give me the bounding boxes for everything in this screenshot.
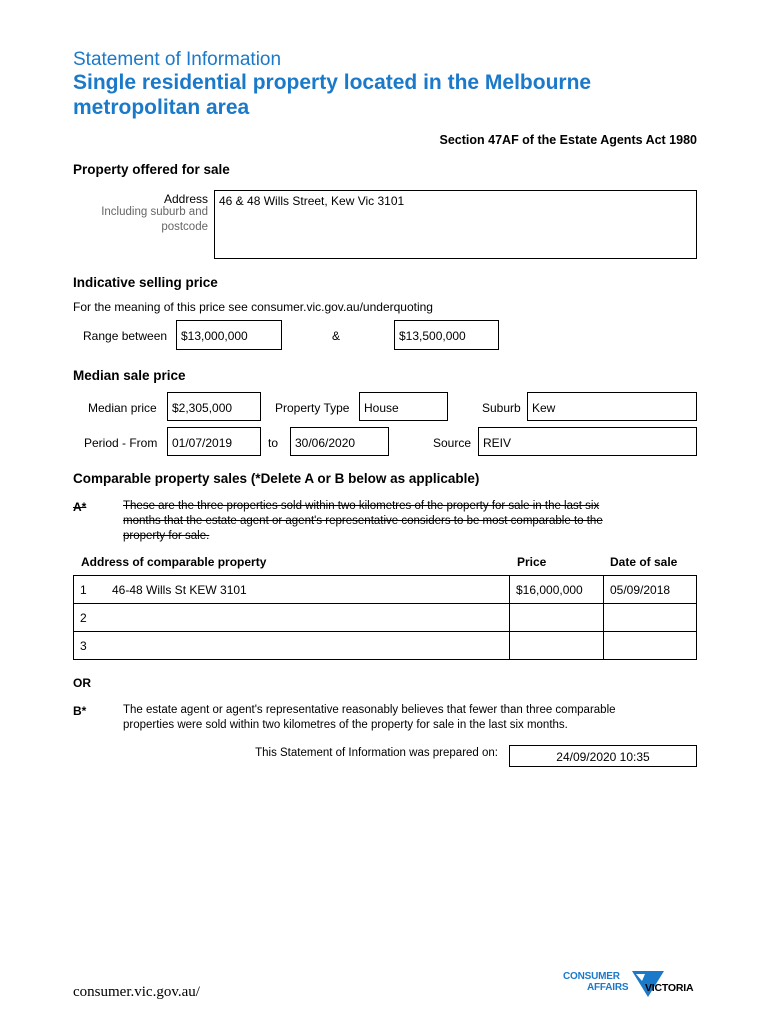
indicative-note: For the meaning of this price see consumer.vic.gov.au/underquoting [73,300,433,314]
address-label: Address [163,192,208,206]
option-a-text-2: months that the estate agent or agent's representative considers to be most comparable to the [123,515,603,527]
option-a-marker: A* [73,500,87,514]
logo-text-affairs: AFFAIRS [587,982,629,993]
col-price-header: Price [517,555,547,569]
range-high-field[interactable]: $13,500,000 [394,320,499,350]
row-price[interactable]: $16,000,000 [510,576,604,604]
row-price[interactable] [510,632,604,660]
property-type-label: Property Type [275,401,350,415]
address-field[interactable]: 46 & 48 Wills Street, Kew Vic 3101 [214,190,697,259]
doc-title-line1: Single residential property located in the Melbourne [73,71,592,94]
address-sublabel-2: postcode [161,221,208,233]
comparable-heading: Comparable property sales (*Delete A or B below as applicable) [73,471,480,486]
prepared-label: This Statement of Information was prepared on: [255,747,498,759]
row-date[interactable] [604,604,697,632]
property-heading: Property offered for sale [73,162,230,177]
row-price[interactable] [510,604,604,632]
period-from-label: Period - From [84,436,158,450]
or-label: OR [73,676,91,690]
row-address-cell[interactable] [74,632,510,660]
option-b-text-1: The estate agent or agent's representative reasonably believes that fewer than three comparable [123,704,616,716]
comparable-table [73,575,697,660]
range-low-field[interactable]: $13,000,000 [176,320,282,350]
source-field[interactable]: REIV [478,427,697,456]
prepared-date-field[interactable]: 24/09/2020 10:35 [509,745,697,767]
section-reference: Section 47AF of the Estate Agents Act 1980 [439,133,697,147]
property-type-field[interactable]: House [359,392,448,421]
indicative-heading: Indicative selling price [73,275,218,290]
table-row [74,604,697,632]
option-a-text-3: property for sale. [123,530,210,542]
doc-title-line2: metropolitan area [73,96,250,119]
logo-text-victoria: VICTORIA [645,982,694,994]
period-to-field[interactable]: 30/06/2020 [290,427,389,456]
row-date[interactable] [604,632,697,660]
col-address-header: Address of comparable property [81,555,267,569]
period-to-label: to [268,436,279,450]
row-number: 1 [80,582,87,597]
row-number: 2 [80,610,87,625]
logo-text-consumer: CONSUMER [563,971,620,982]
table-row [74,576,697,604]
row-date[interactable]: 05/09/2018 [604,576,697,604]
suburb-label: Suburb [482,401,521,415]
row-number: 3 [80,638,87,653]
period-from-field[interactable]: 01/07/2019 [167,427,261,456]
col-date-header: Date of sale [610,555,678,569]
source-label: Source [433,436,472,450]
footer-url[interactable]: consumer.vic.gov.au/ [73,984,200,1000]
median-heading: Median sale price [73,368,186,383]
row-address-cell[interactable] [74,576,510,604]
option-a-text-1: These are the three properties sold within two kilometres of the property for sale in the last six [123,500,600,512]
suburb-field[interactable]: Kew [527,392,697,421]
consumer-affairs-logo [563,969,698,1005]
median-price-field[interactable]: $2,305,000 [167,392,261,421]
range-label: Range between [83,329,168,343]
median-price-label: Median price [88,401,157,415]
row-address-cell[interactable] [74,604,510,632]
table-row [74,632,697,660]
address-sublabel-1: Including suburb and [101,206,208,218]
doc-subtitle: Statement of Information [73,49,282,70]
range-ampersand: & [332,329,341,343]
option-b-marker: B* [73,704,87,718]
row-address: 46-48 Wills St KEW 3101 [112,582,247,597]
option-b-text-2: properties were sold within two kilometres of the property for sale in the last six months. [123,719,568,731]
